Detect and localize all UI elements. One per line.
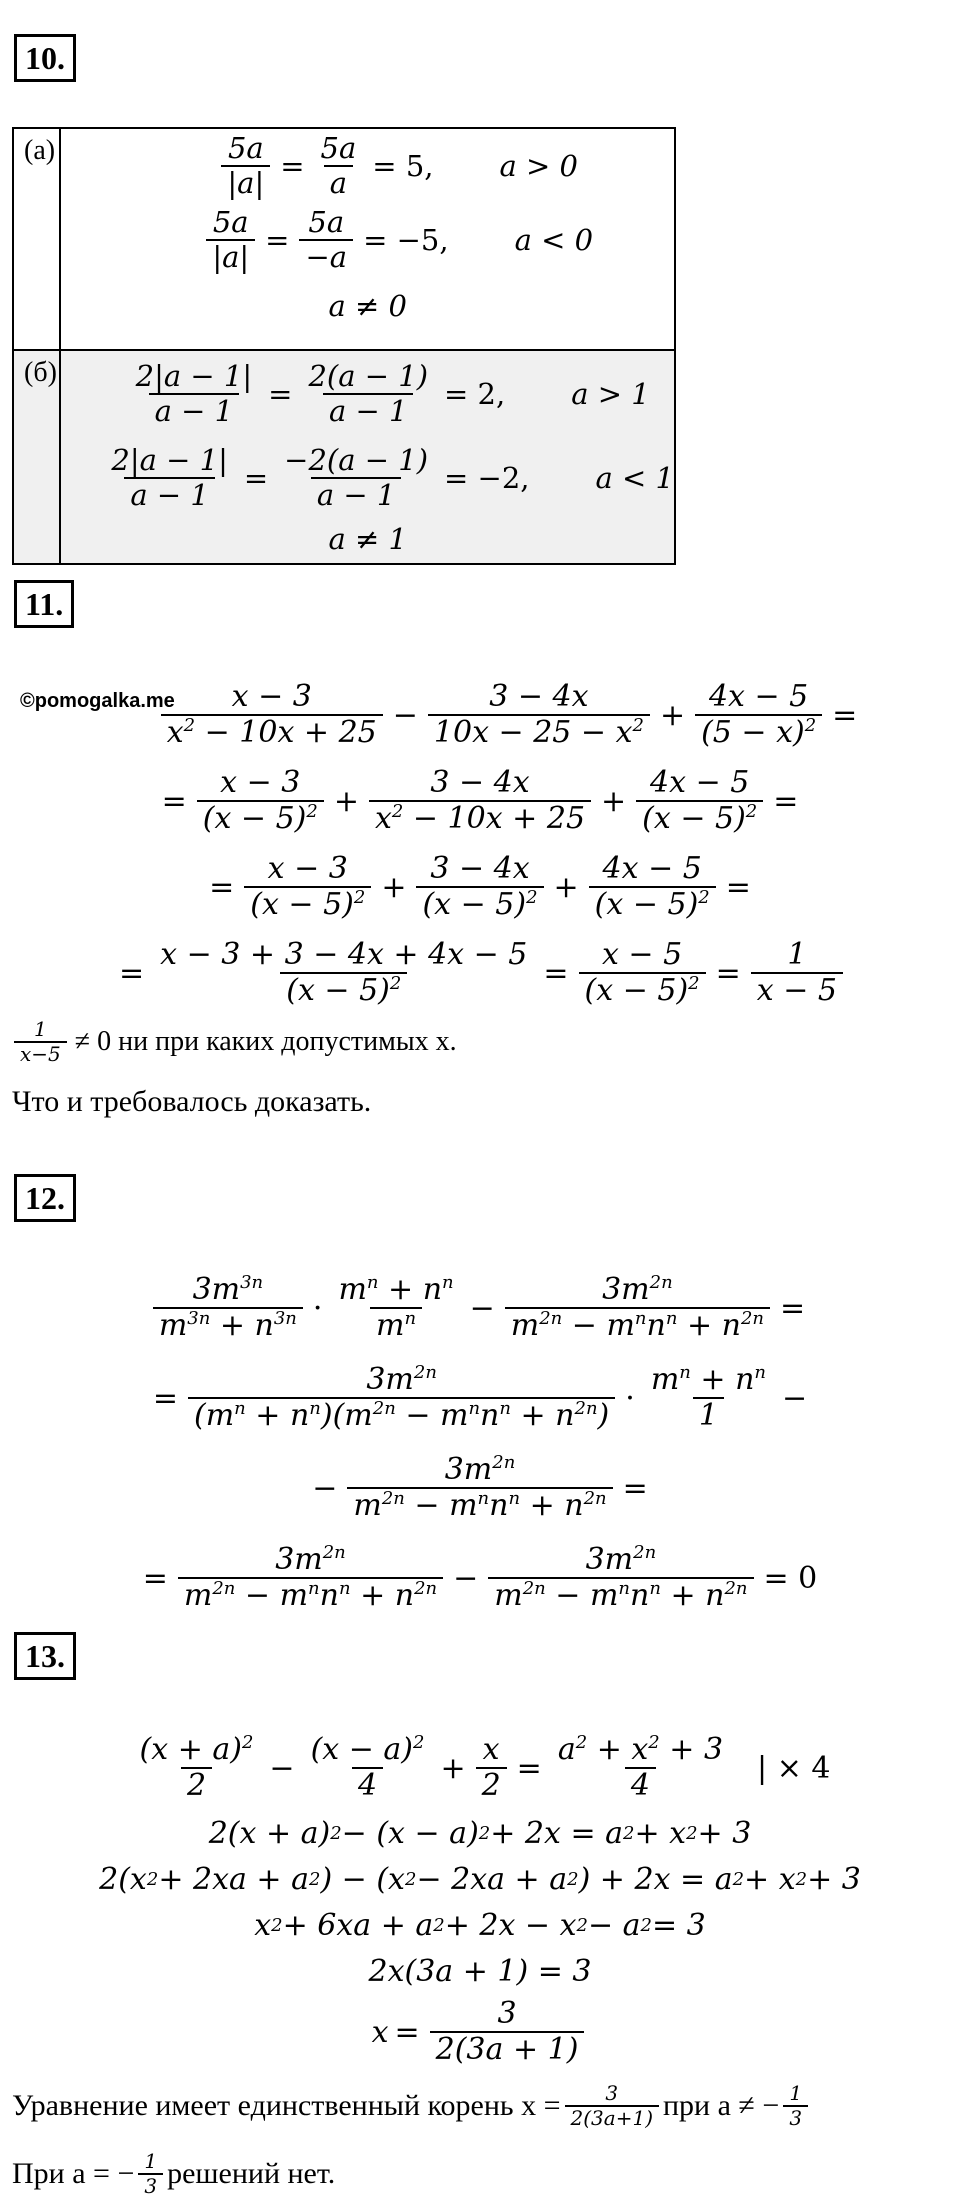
watermark: ©pomogalka.me (20, 690, 175, 712)
p11-proof-text: Что и требовалось доказать. (12, 1085, 372, 1118)
eq-a2: $\frac{5a}{|a|}$ = $\frac{5a}{-a}$ = −5, a < 0 (61, 203, 674, 277)
p13-answer-1: Уравнение имеет единственный корень x = $\frac{3}{2(3a+1)}$ при a ≠ − $\frac{1}{3}$ (12, 2082, 812, 2130)
problem-number-10: 10. (14, 34, 76, 82)
problem-number-12: 12. (14, 1174, 76, 1222)
p13-mult-note: | × 4 (757, 1750, 831, 1786)
p11-line3: = $\frac{x - 3}{(x - 5)^2}$ + $\frac{3 - 4x}{(x - 5)^2}$ + $\frac{4x - 5}{(x - 5)^2}$ = (209, 850, 751, 922)
p13-answer-text-1: Уравнение имеет единственный корень x = (12, 2089, 561, 2122)
p13-answer-text-4: решений нет. (167, 2157, 336, 2190)
cell-b (60, 350, 675, 564)
p13-answer-text-2: при a ≠ − (663, 2089, 780, 2122)
p13-line3: 2(x 2 + 2xa + a 2 ) − (x 2 − 2xa + a 2 ) + 2x = a 2 + x 2 + 3 (99, 1861, 861, 1897)
cond-b2: a < 1 (595, 461, 674, 495)
label-a: (а) (13, 128, 60, 350)
cond-a1: a > 0 (499, 149, 578, 183)
p11-line4: = $\frac{x - 3 + 3 - 4x + 4x - 5}{(x - 5)^2}$ = $\frac{x - 5}{(x - 5)^2}$ = $\frac{1}{x - 5}$ (0, 930, 960, 1016)
p11-conclusion-text: ≠ 0 ни при каких допустимых x. (74, 1026, 457, 1057)
p12-line3: − $\frac{3m^{2n}}{m^{2n} - m^nn^n + n^{2n}}$ = (312, 1451, 648, 1523)
p12-line2: = $\frac{3m^{2n}}{(m^n + n^n)(m^{2n} - m^nn^n + n^{2n})}$ · $\frac{m^n + n^n}{1}$ − (152, 1361, 808, 1433)
cell-a (60, 128, 675, 350)
p13-line6: x = $\frac{3}{2(3a + 1)}$ (0, 1994, 960, 2070)
p13-line1: $\frac{(x + a)^2}{2}$ − $\frac{(x - a)^2}{4}$ + $\frac{x}{2}$ = $\frac{a^2 + x^2 + 3}{4}$ | × 4 (139, 1731, 831, 1803)
p12-line1: $\frac{3m^{3n}}{m^{3n} + n^{3n}}$ · $\frac{m^n + n^n}{m^n}$ − $\frac{3m^{2n}}{m^{2n} - m^nn^n + n^{2n}}$ = (0, 1263, 960, 1353)
p13-line5: 2x(3a + 1) = 3 (368, 1953, 592, 1989)
cond-b1: a > 1 (571, 377, 650, 411)
domain-b: a ≠ 1 (328, 522, 407, 556)
p13-answer-2: При a = − $\frac{1}{3}$ решений нет. (12, 2149, 336, 2198)
problem-10-table (12, 127, 676, 565)
p11-line1: $\frac{x - 3}{x^2 - 10x + 25}$ − $\frac{3 - 4x}{10x - 25 - x^2}$ + $\frac{4x - 5}{(5 - x)^2}$ = (0, 672, 960, 758)
eq-a1: $\frac{5a}{|a|}$ = $\frac{5a}{a}$ = 5, a > 0 (61, 129, 674, 203)
cond-a2: a < 0 (514, 223, 594, 257)
p11-line2: = $\frac{x - 3}{(x - 5)^2}$ + $\frac{3 - 4x}{x^2 - 10x + 25}$ + $\frac{4x - 5}{(x - 5)^2}$ = (161, 764, 799, 836)
eq-b1: $\frac{2|a - 1|}{a - 1}$ = $\frac{2(a - 1)}{a - 1}$ = 2, a > 1 (135, 358, 650, 428)
p13-answer-text-3: При a = − (12, 2157, 135, 2190)
p12-line4: = $\frac{3m^{2n}}{m^{2n} - m^nn^n + n^{2n}}$ − $\frac{3m^{2n}}{m^{2n} - m^nn^n + n^{2n}}$ = 0 (142, 1541, 818, 1613)
p13-line4: x 2 + 6xa + a 2 + 2x − x 2 − a 2 = 3 (254, 1907, 706, 1943)
domain-a: a ≠ 0 (328, 289, 407, 323)
label-b: (б) (13, 350, 60, 564)
p11-conclusion: $\frac{1}{x-5}$ ≠ 0 ни при каких допустимых x. (10, 1018, 457, 1066)
p13-line2: 2(x + a) 2 − (x − a) 2 + 2x = a 2 + x 2 + 3 (208, 1815, 752, 1851)
problem-number-11: 11. (14, 580, 74, 628)
problem-number-13: 13. (14, 1632, 76, 1680)
eq-b2: $\frac{2|a - 1|}{a - 1}$ = $\frac{-2(a - 1)}{a - 1}$ = −2, a < 1 (111, 442, 674, 512)
